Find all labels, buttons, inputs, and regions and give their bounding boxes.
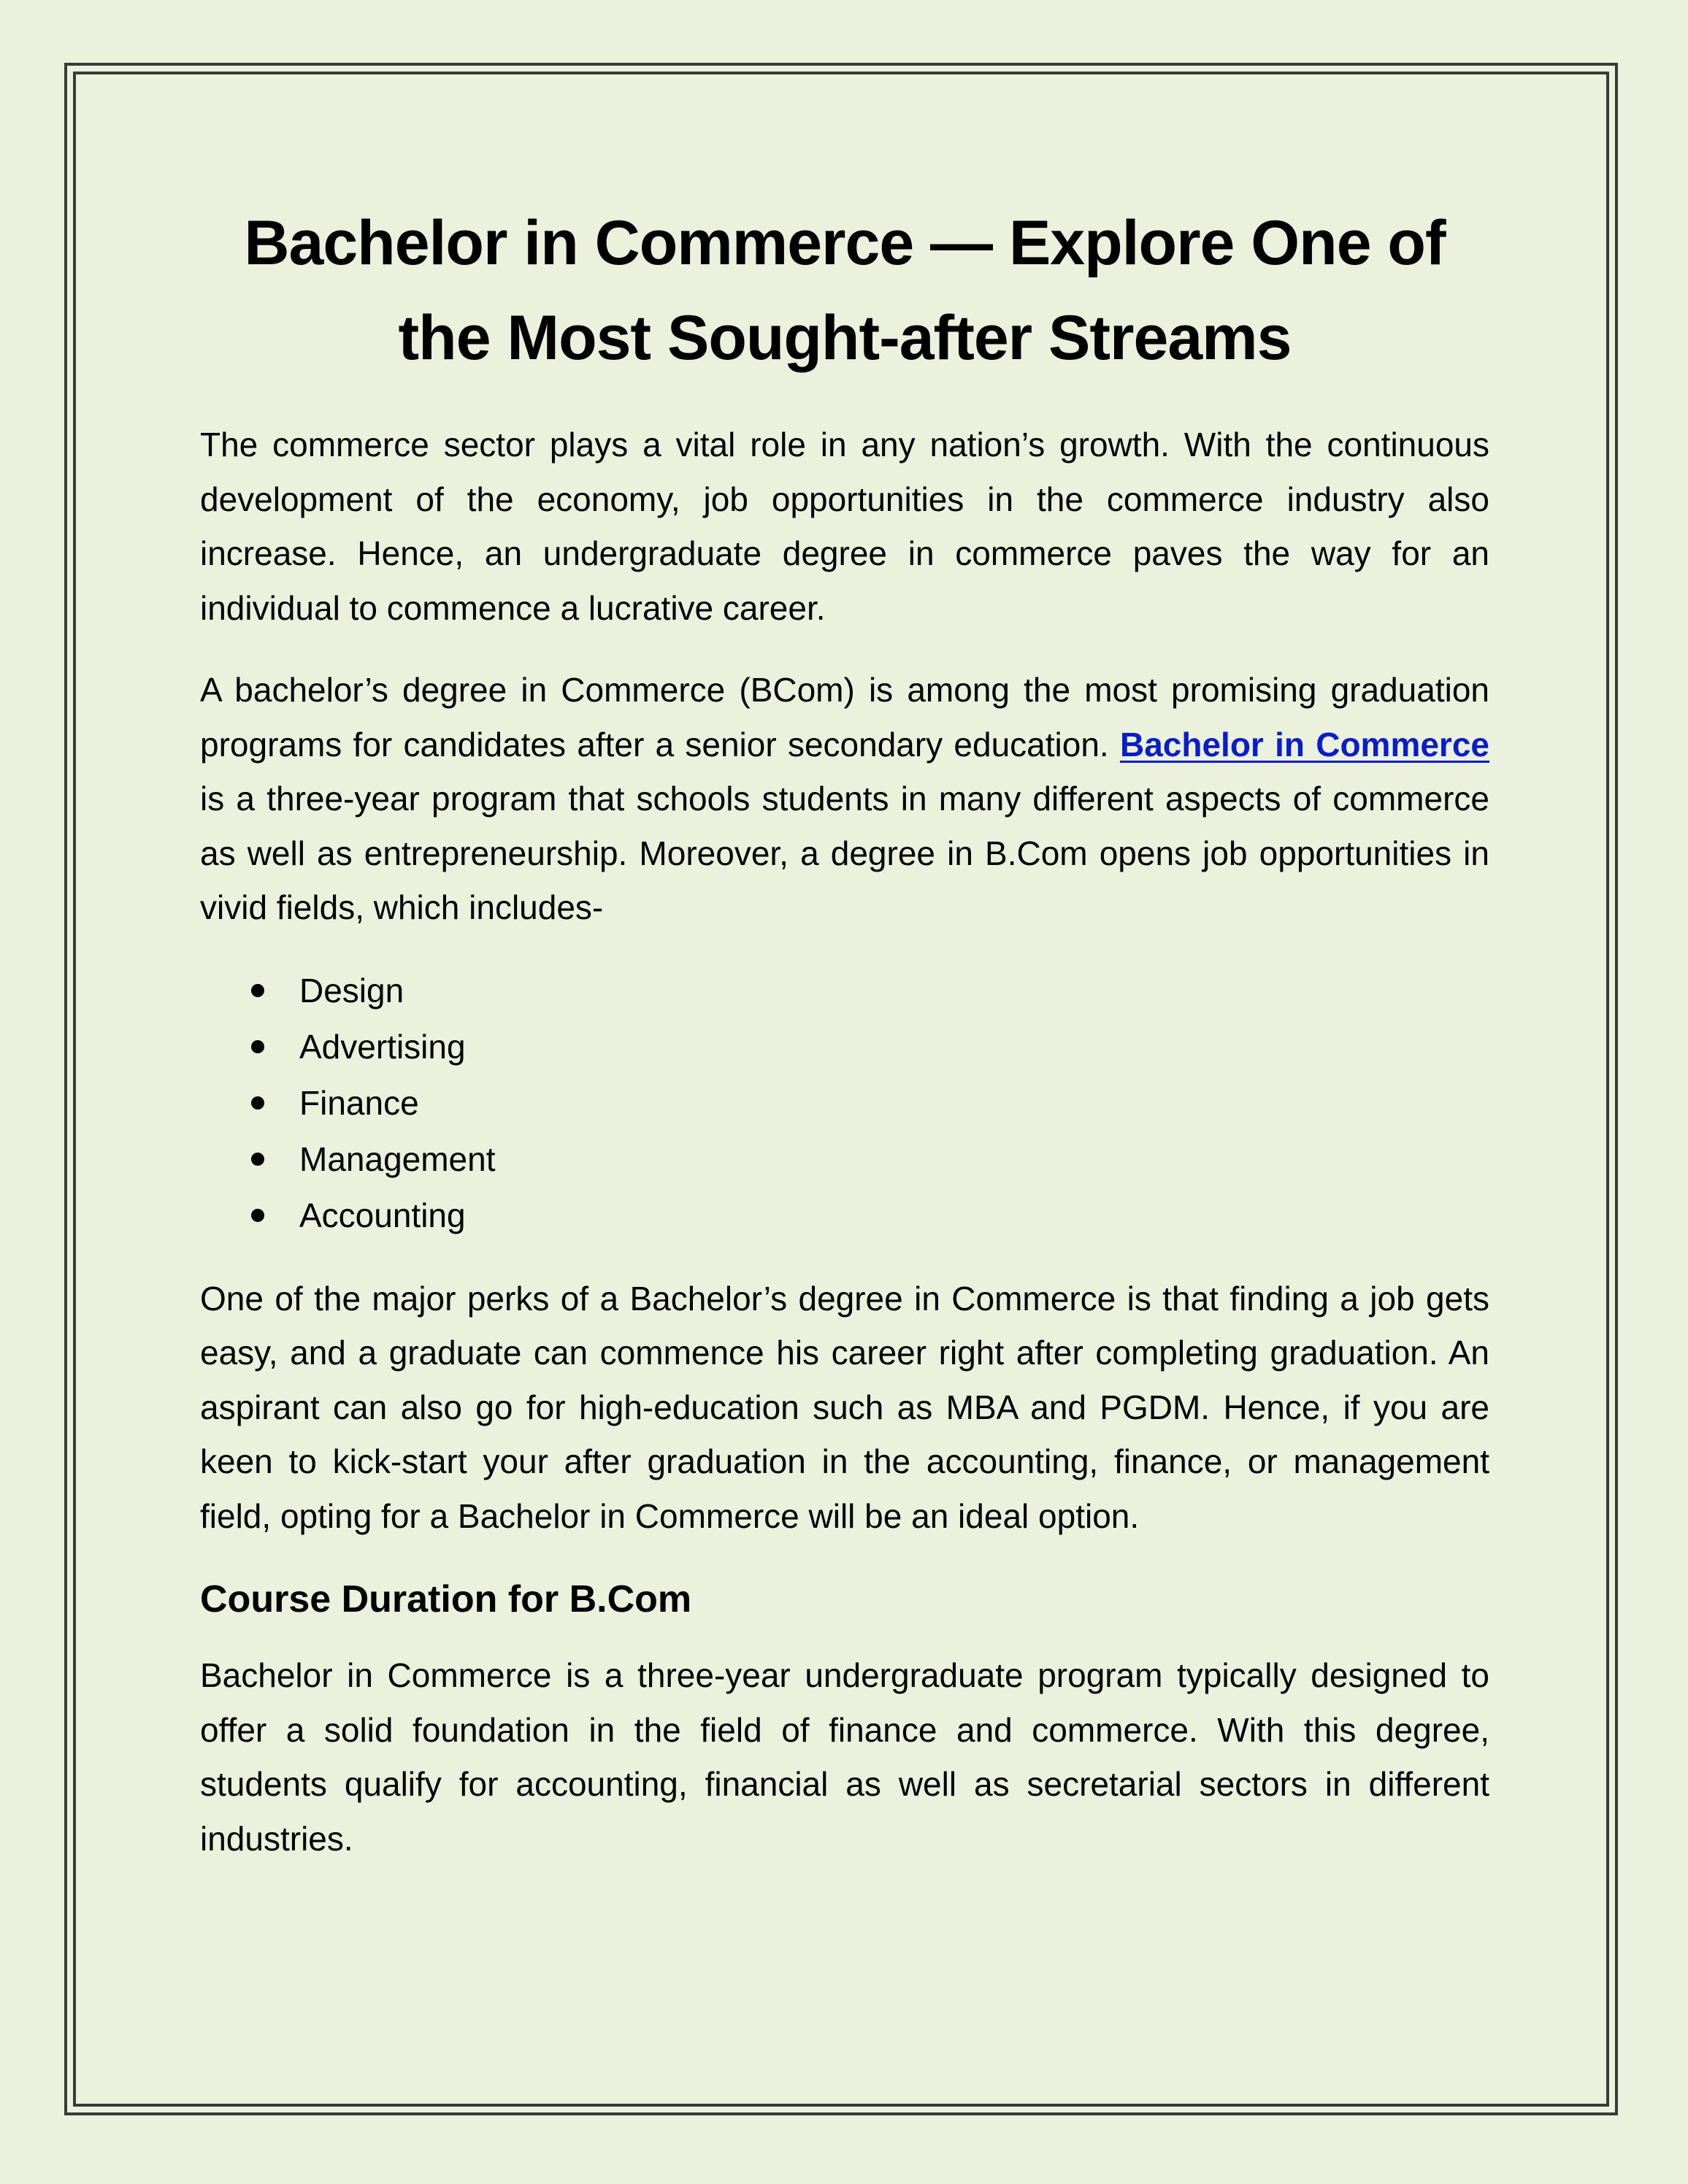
bullet-icon bbox=[251, 1209, 264, 1222]
perks-paragraph: One of the major perks of a Bachelor’s degree in Commerce is that finding a job gets easy, and a graduate can commence his career right after completing graduation. An aspirant can also go for high-education such as MBA and PGDM. Hence, if you are keen to kick-start your after graduation in the accounting, finance, or management field, opting for a Bachelor in Commerce will be an ideal option. bbox=[200, 1279, 1489, 1535]
document-body bbox=[200, 196, 1489, 1893]
document-title: Bachelor in Commerce — Explore One of the Most Sought-after Streams bbox=[244, 208, 1446, 373]
bullet-icon bbox=[251, 1040, 264, 1053]
bullet-icon bbox=[251, 1153, 264, 1166]
list-item bbox=[200, 963, 1489, 1019]
section-heading: Course Duration for B.Com bbox=[200, 1578, 692, 1620]
degree-paragraph-text-end: is a three-year program that schools students in many different aspects of commerce as well as entrepreneurship. Moreover, a degree in B.Com opens job opportunities in vivid fields, which includes- bbox=[200, 780, 1489, 926]
list-item-label: Finance bbox=[299, 1083, 419, 1122]
list-item bbox=[200, 1075, 1489, 1131]
bullet-icon bbox=[251, 984, 264, 997]
list-item bbox=[200, 1131, 1489, 1188]
fields-list bbox=[200, 963, 1489, 1244]
list-item-label: Accounting bbox=[299, 1196, 466, 1234]
list-item-label: Advertising bbox=[299, 1027, 466, 1066]
bachelor-in-commerce-link[interactable]: Bachelor in Commerce bbox=[1119, 725, 1490, 764]
list-item-label: Design bbox=[299, 971, 404, 1010]
degree-paragraph-text-start: A bachelor’s degree in Commerce (BCom) is among the most promising graduation programs for candidates after a senior secondary education. bbox=[200, 671, 1489, 764]
intro-paragraph: The commerce sector plays a vital role in any nation’s growth. With the continuous development of the economy, job opportunities in the commerce industry also increase. Hence, an undergraduate degree in commerce paves the way for an individual to commence a lucrative career. bbox=[200, 426, 1489, 627]
list-item bbox=[200, 1188, 1489, 1244]
list-item-label: Management bbox=[299, 1139, 496, 1178]
course-duration-paragraph: Bachelor in Commerce is a three-year undergraduate program typically designed to offer a solid foundation in the field of finance and commerce. With this degree, students qualify for accounting, financial as well as secretarial sectors in different industries. bbox=[200, 1656, 1489, 1858]
degree-paragraph bbox=[200, 663, 1489, 935]
list-item bbox=[200, 1019, 1489, 1075]
bullet-icon bbox=[251, 1096, 264, 1110]
